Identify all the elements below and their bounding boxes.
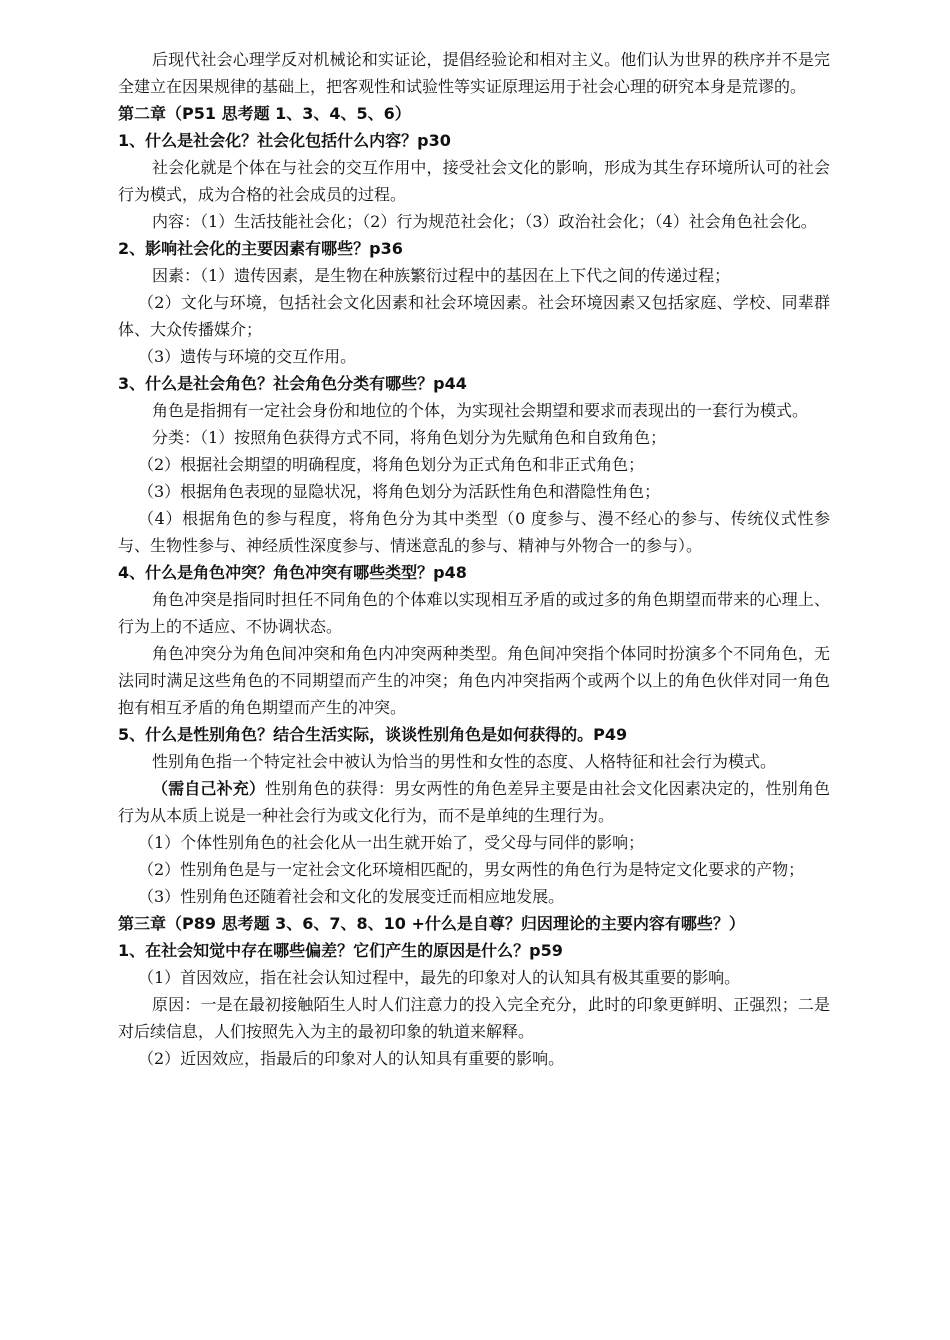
paragraph: 内容：（1）生活技能社会化；（2）行为规范社会化；（3）政治社会化；（4）社会角色社会化。 <box>152 212 817 231</box>
paragraph: （2）性别角色是与一定社会文化环境相匹配的，男女两性的角色行为是特定文化要求的产物； <box>138 860 805 879</box>
paragraph: 后现代社会心理学反对机械论和实证论，提倡经验论和相对主义。他们认为世界的秩序并不是完全建立在因果规律的基础上，把客观性和试验性等实证原理运用于社会心理的研究本身是荒谬的。 <box>118 50 830 96</box>
paragraph: 社会化就是个体在与社会的交互作用中，接受社会文化的影响，形成为其生存环境所认可的社会行为模式，成为合格的社会成员的过程。 <box>118 158 830 204</box>
paragraph: 因素：（1）遗传因素，是生物在种族繁衍过程中的基因在上下代之间的传递过程； <box>152 266 731 285</box>
question-heading: 1、什么是社会化？社会化包括什么内容？p30 <box>118 131 451 150</box>
question-heading: 2、影响社会化的主要因素有哪些？p36 <box>118 239 403 258</box>
paragraph: （2）文化与环境，包括社会文化因素和社会环境因素。社会环境因素又包括家庭、学校、同辈群体、大众传播媒介； <box>118 293 830 339</box>
paragraph: （3）根据角色表现的显隐状况，将角色划分为活跃性角色和潜隐性角色； <box>138 482 661 501</box>
question-heading: 3、什么是社会角色？社会角色分类有哪些？p44 <box>118 374 467 393</box>
paragraph-text: 性别角色的获得：男女两性的角色差异主要是由社会文化因素决定的，性别角色行为从本质上说是一种社会行为或文化行为，而不是单纯的生理行为。 <box>118 779 830 825</box>
paragraph: （2）根据社会期望的明确程度，将角色划分为正式角色和非正式角色； <box>138 455 645 474</box>
paragraph: （1）个体性别角色的社会化从一出生就开始了，受父母与同伴的影响； <box>138 833 645 852</box>
paragraph: （2）近因效应，指最后的印象对人的认知具有重要的影响。 <box>138 1049 565 1068</box>
paragraph: 角色冲突是指同时担任不同角色的个体难以实现相互矛盾的或过多的角色期望而带来的心理上、行为上的不适应、不协调状态。 <box>118 590 830 636</box>
paragraph: （1）首因效应，指在社会认知过程中，最先的印象对人的认知具有极其重要的影响。 <box>138 968 741 987</box>
paragraph: （3）性别角色还随着社会和文化的发展变迁而相应地发展。 <box>138 887 565 906</box>
question-heading: 1、在社会知觉中存在哪些偏差？它们产生的原因是什么？p59 <box>118 941 563 960</box>
chapter-heading: 第二章（P51 思考题 1、3、4、5、6） <box>118 104 411 123</box>
document-page <box>118 46 830 1072</box>
question-heading: 5、什么是性别角色？结合生活实际，谈谈性别角色是如何获得的。P49 <box>118 725 628 744</box>
paragraph: （3）遗传与环境的交互作用。 <box>138 347 357 366</box>
paragraph: 角色是指拥有一定社会身份和地位的个体，为实现社会期望和要求而表现出的一套行为模式。 <box>152 401 809 420</box>
paragraph: 原因：一是在最初接触陌生人时人们注意力的投入完全充分，此时的印象更鲜明、正强烈；二是对后续信息，人们按照先入为主的最初印象的轨道来解释。 <box>118 995 830 1041</box>
chapter-heading: 第三章（P89 思考题 3、6、7、8、10 +什么是自尊？归因理论的主要内容有哪些？） <box>118 914 745 933</box>
paragraph <box>118 775 830 829</box>
paragraph: 角色冲突分为角色间冲突和角色内冲突两种类型。角色间冲突指个体同时扮演多个不同角色，无法同时满足这些角色的不同期望而产生的冲突；角色内冲突指两个或两个以上的角色伙伴对同一角色抱有相互矛盾的角色期望而产生的冲突。 <box>118 644 830 717</box>
question-heading: 4、什么是角色冲突？角色冲突有哪些类型？p48 <box>118 563 467 582</box>
paragraph: 分类：（1）按照角色获得方式不同，将角色划分为先赋角色和自致角色； <box>152 428 667 447</box>
supplement-note: （需自己补充） <box>152 779 266 798</box>
paragraph: （4）根据角色的参与程度，将角色分为其中类型（0 度参与、漫不经心的参与、传统仪式性参与、生物性参与、神经质性深度参与、情迷意乱的参与、精神与外物合一的参与）。 <box>118 509 830 555</box>
paragraph: 性别角色指一个特定社会中被认为恰当的男性和女性的态度、人格特征和社会行为模式。 <box>152 752 777 771</box>
